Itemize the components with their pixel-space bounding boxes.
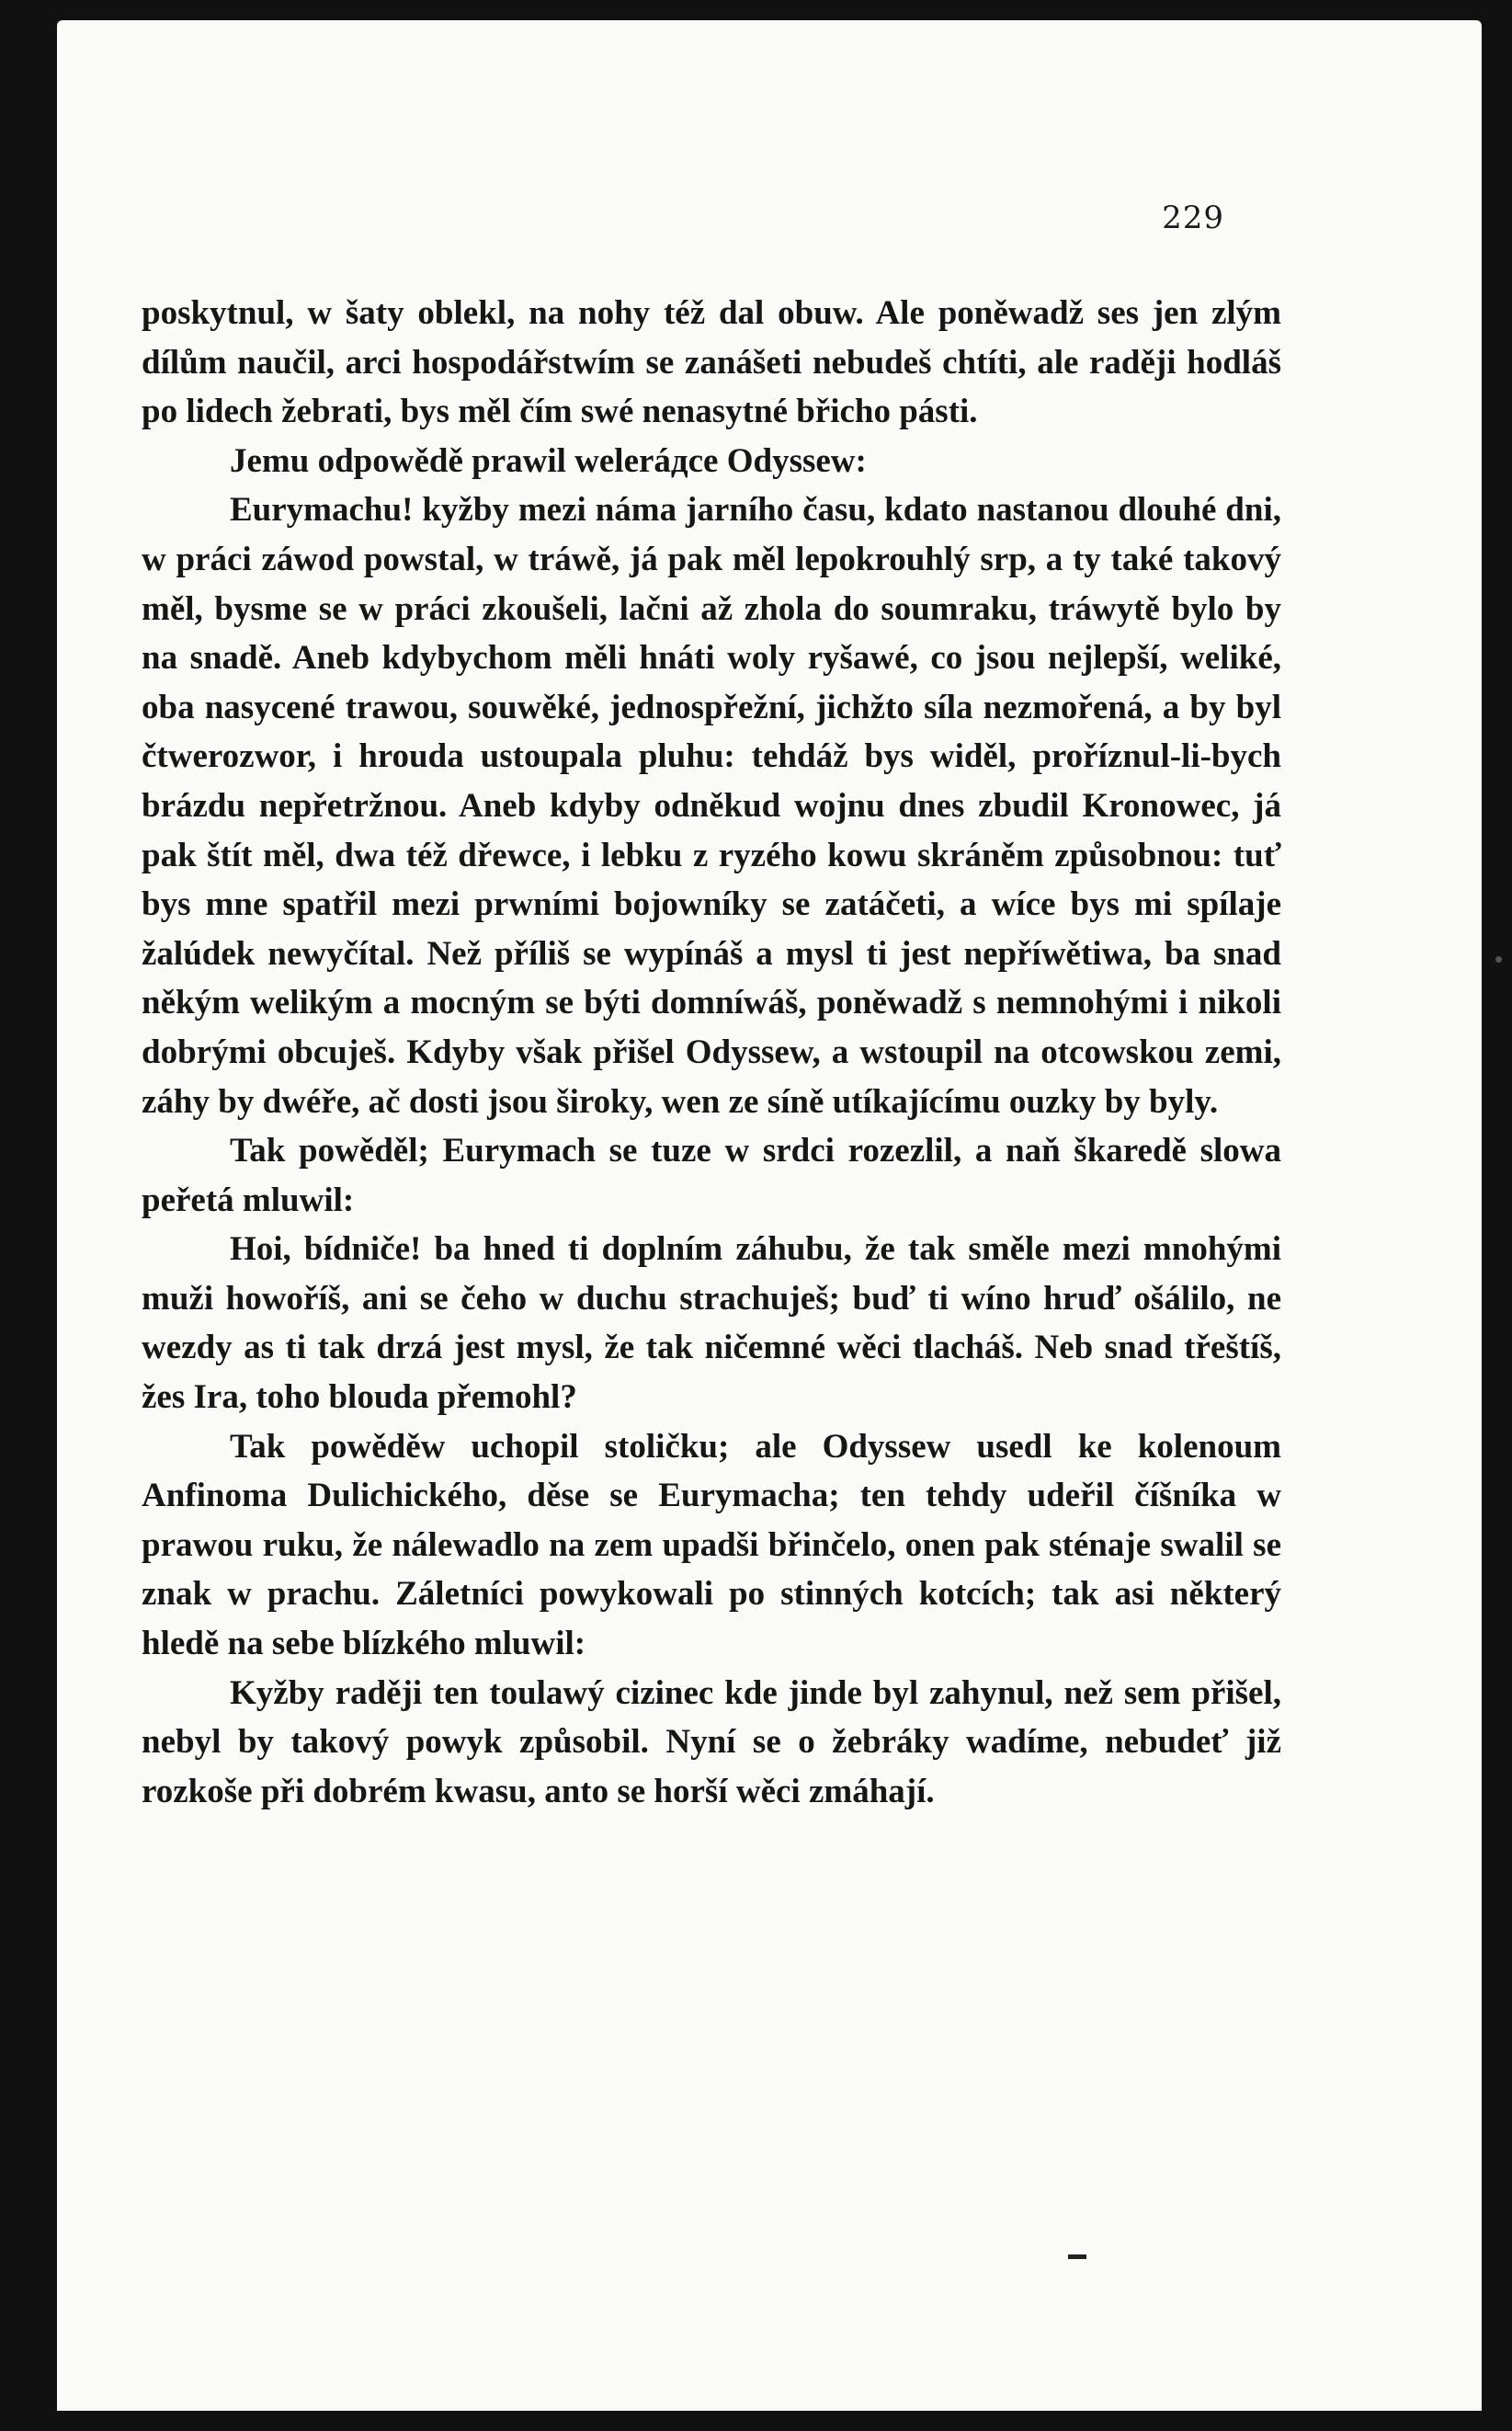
page-number: 229 [1162, 200, 1224, 236]
paragraph-4: Tak powěděl; Eurymach se tuze w srdci rozezlil, a naň škaredě slowa peřetá mluwil: [142, 1132, 1281, 1219]
paragraph-3: Eurymachu! kyžby mezi náma jarního času, kdato nastanou dlouhé dni, w práci záwod powstal, w tráwě, já pak měl lepokrouhlý srp, a ty také takový měl, bysme se w práci zkoušeli, lačni až zhola do soumraku, tráwytě bylo by na snadě. Aneb kdybychom měli hnáti woly ryšawé, co jsou nejlepší, weliké, oba nasycené trawou, souwěké, jednospřežní, jichžto síla nezmořená, a by byl čtwerozwor, i hrouda ustoupala pluhu: tehdáž bys widěl, proříznul-li-bych brázdu nepřetržnou. Aneb kdyby odněkud wojnu dnes zbudil Kronowec, já pak štít měl, dwa též dřewce, i lebku z ryzého kowu skráněm způsobnou: tuť bys mne spatřil mezi prwními bojowníky se zatáčeti, a wíce bys mi spílaje žalúdek newyčítal. Než příliš se wypínáš a mysl ti jest nepříwětiwa, ba snad někým welikým a mocným se býti domníwáš, poněwadž s nemnohými i nikoli dobrými obcuješ. Kdyby však přišel Odyssew, a wstoupil na otcowskou zemi, záhy by dwéře, ač dosti jsou široky, wen ze síně utíkajícímu ouzky by byly. [142, 491, 1281, 1121]
page-text [142, 289, 1281, 1816]
scan-mark [1068, 2254, 1086, 2259]
scan-speck [1495, 956, 1502, 963]
paragraph-7: Kyžby raději ten toulawý cizinec kde jinde byl zahynul, než sem přišel, nebyl by takový powyk způsobil. Nyní se o žebráky wadíme, nebudeť již rozkoše při dobrém kwasu, anto se horší wěci zmáhají. [142, 1673, 1281, 1810]
paragraph-1: poskytnul, w šaty oblekl, na nohy též dal obuw. Ale poněwadž ses jen zlým dílům naučil, arci hospodářstwím se zanášeti nebudeš chtíti, ale raději hodláš po lidech žebrati, bys měl čím swé nenasytné břicho pásti. [142, 294, 1281, 431]
book-page [57, 20, 1482, 2411]
paragraph-2: Jemu odpowědě prawil weleráдce Odyssew: [230, 441, 867, 480]
paragraph-6: Tak powěděw uchopil stoličku; ale Odyssew usedl ke kolenoum Anfinoma Dulichického, děse se Eurymacha; ten tehdy udeřil číšníka w prawou ruku, že nálewadlo na zem upadši břinčelo, onen pak sténaje swalil se znak w prachu. Záletníci powykowali po stinných kotcích; tak asi některý hledě na sebe blízkého mluwil: [142, 1427, 1281, 1663]
paragraph-5: Hoi, bídniče! ba hned ti doplním záhubu, že tak směle mezi mnohými muži howoříš, ani se čeho w duchu strachuješ; buď ti wíno hruď ošálilo, ne wezdy as ti tak drzá jest mysl, že tak ničemné wěci tlacháš. Neb snad třeštíš, žes Ira, toho blouda přemohl? [142, 1230, 1281, 1417]
